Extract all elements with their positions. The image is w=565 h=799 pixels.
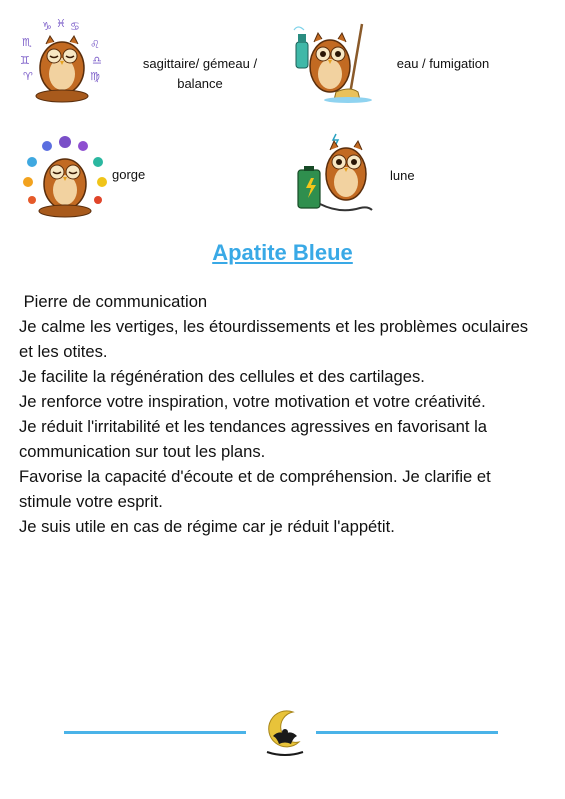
- label-line: sagittaire/ gémeau /: [142, 56, 258, 71]
- label-line: lune: [390, 168, 415, 183]
- chakra-owl-icon: [22, 134, 108, 218]
- label-line: balance: [177, 76, 223, 91]
- svg-text:♈: ♈: [23, 70, 33, 83]
- water-label: [380, 54, 506, 74]
- footer-logo-icon: [263, 708, 307, 756]
- body-line: Je calme les vertiges, les étourdissements et les problèmes oculaires et les otites.: [19, 317, 529, 361]
- body-line: Je réduit l'irritabilité et les tendances agressives en favorisant la communication sur tout les plans.: [19, 417, 488, 461]
- svg-text:♋: ♋: [70, 20, 80, 33]
- footer-rule-left: [64, 731, 246, 734]
- throat-label: [112, 165, 162, 185]
- body-line: Pierre de communication: [19, 292, 208, 311]
- zodiac-owl-icon: [20, 18, 104, 104]
- zodiac-label: [128, 54, 272, 94]
- svg-text:♊: ♊: [20, 54, 30, 67]
- moon-label: [390, 166, 430, 186]
- label-line: eau / fumigation: [396, 56, 490, 71]
- page-title: Apatite Bleue: [212, 240, 353, 265]
- footer-rule-right: [316, 731, 498, 734]
- description-text: [19, 289, 539, 539]
- svg-text:♓: ♓: [56, 18, 66, 30]
- body-line: Je suis utile en cas de régime car je réduit l'appétit.: [19, 517, 395, 536]
- body-line: Favorise la capacité d'écoute et de compréhension. Je clarifie et stimule votre esprit.: [19, 467, 491, 511]
- svg-text:♍: ♍: [90, 70, 100, 83]
- svg-text:♑: ♑: [42, 20, 52, 33]
- cleaning-owl-icon: [292, 20, 376, 104]
- svg-text:♌: ♌: [90, 38, 100, 51]
- svg-text:♏: ♏: [22, 36, 32, 49]
- body-line: Je facilite la régénération des cellules et des cartilages.: [19, 367, 425, 386]
- label-line: gorge: [112, 167, 146, 182]
- charging-owl-icon: [296, 132, 380, 216]
- svg-text:♎: ♎: [92, 54, 102, 67]
- body-line: Je renforce votre inspiration, votre motivation et votre créativité.: [19, 392, 486, 411]
